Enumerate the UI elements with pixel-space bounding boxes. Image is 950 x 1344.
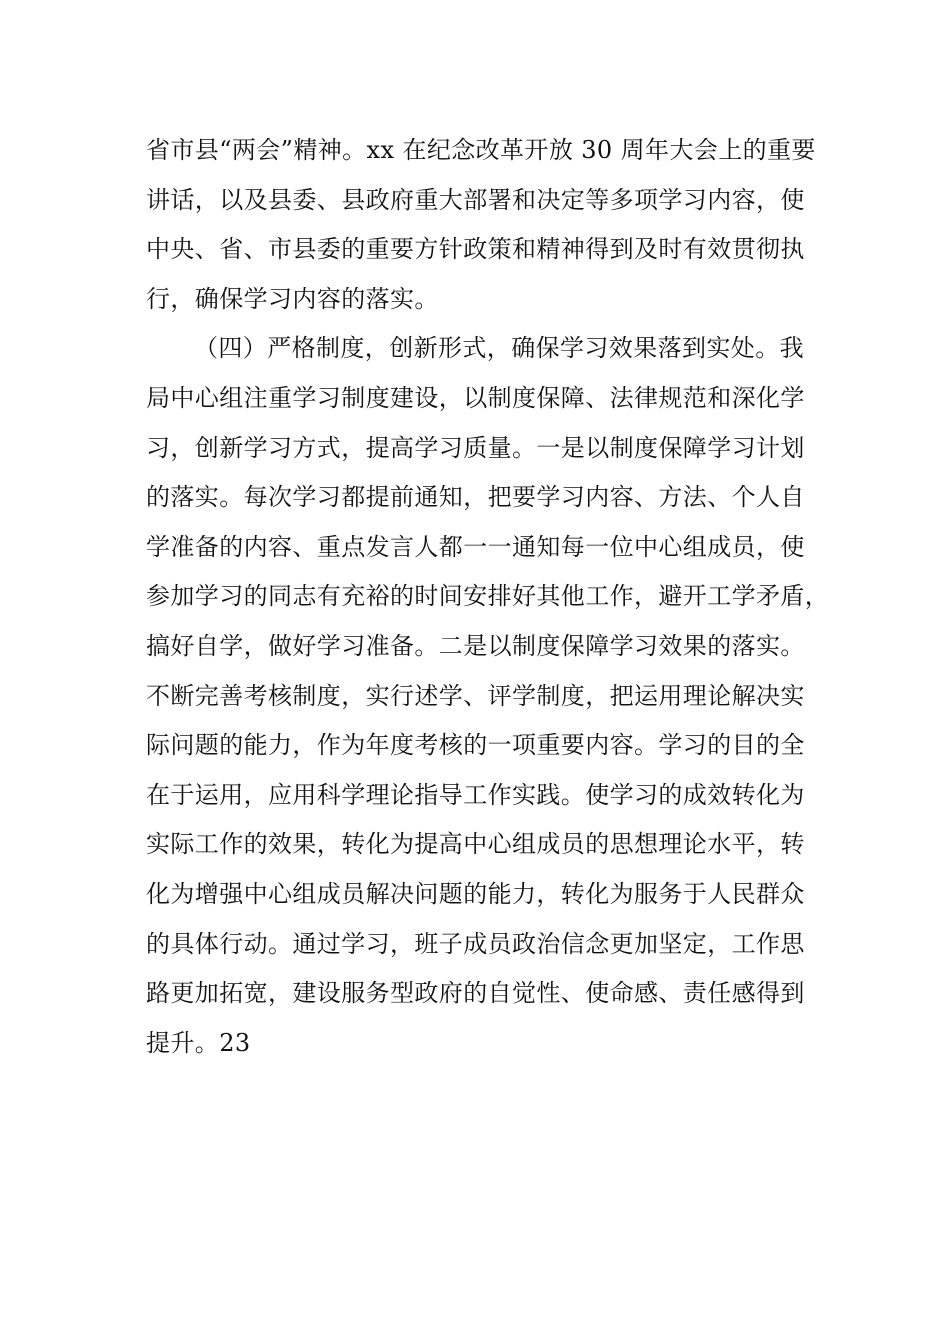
text-line: 省市县“两会”精神。xx 在纪念改革开放 30 周年大会上的重要	[146, 136, 816, 164]
text-line: 局中心组注重学习制度建设，以制度保障、法律规范和深化学	[146, 383, 805, 412]
text-line: 不断完善考核制度，实行述学、评学制度，把运用理论解决实	[146, 681, 805, 710]
text-line: 际问题的能力，作为年度考核的一项重要内容。学习的目的全	[146, 731, 805, 760]
text-line: 习，创新学习方式，提高学习质量。一是以制度保障学习计划	[146, 433, 805, 462]
text-line: 提升。23	[146, 1028, 251, 1057]
text-line: 化为增强中心组成员解决问题的能力，转化为服务于人民群众	[146, 879, 805, 908]
paragraph-heading-line: （四）严格制度，创新形式，确保学习效果落到实处。我	[194, 334, 804, 363]
text-line: 的具体行动。通过学习，班子成员政治信念更加坚定，工作思	[146, 929, 805, 958]
text-line: 路更加拓宽，建设服务型政府的自觉性、使命感、责任感得到	[146, 979, 805, 1008]
text-line: 实际工作的效果，转化为提高中心组成员的思想理论水平，转	[146, 830, 805, 859]
body-text	[146, 126, 830, 1068]
text-line: 搞好自学，做好学习准备。二是以制度保障学习效果的落实。	[146, 631, 805, 660]
text-line: 的落实。每次学习都提前通知，把要学习内容、方法、个人自	[146, 483, 805, 512]
text-line: 行，确保学习内容的落实。	[146, 284, 439, 313]
text-line: 学准备的内容、重点发言人都一一通知每一位中心组成员，使	[146, 532, 805, 561]
text-line: 讲话，以及县委、县政府重大部署和决定等多项学习内容，使	[146, 185, 805, 214]
text-line: 中央、省、市县委的重要方针政策和精神得到及时有效贯彻执	[146, 235, 805, 264]
text-line: 参加学习的同志有充裕的时间安排好其他工作，避开工学矛盾，	[146, 582, 830, 611]
text-line: 在于运用，应用科学理论指导工作实践。使学习的成效转化为	[146, 780, 805, 809]
